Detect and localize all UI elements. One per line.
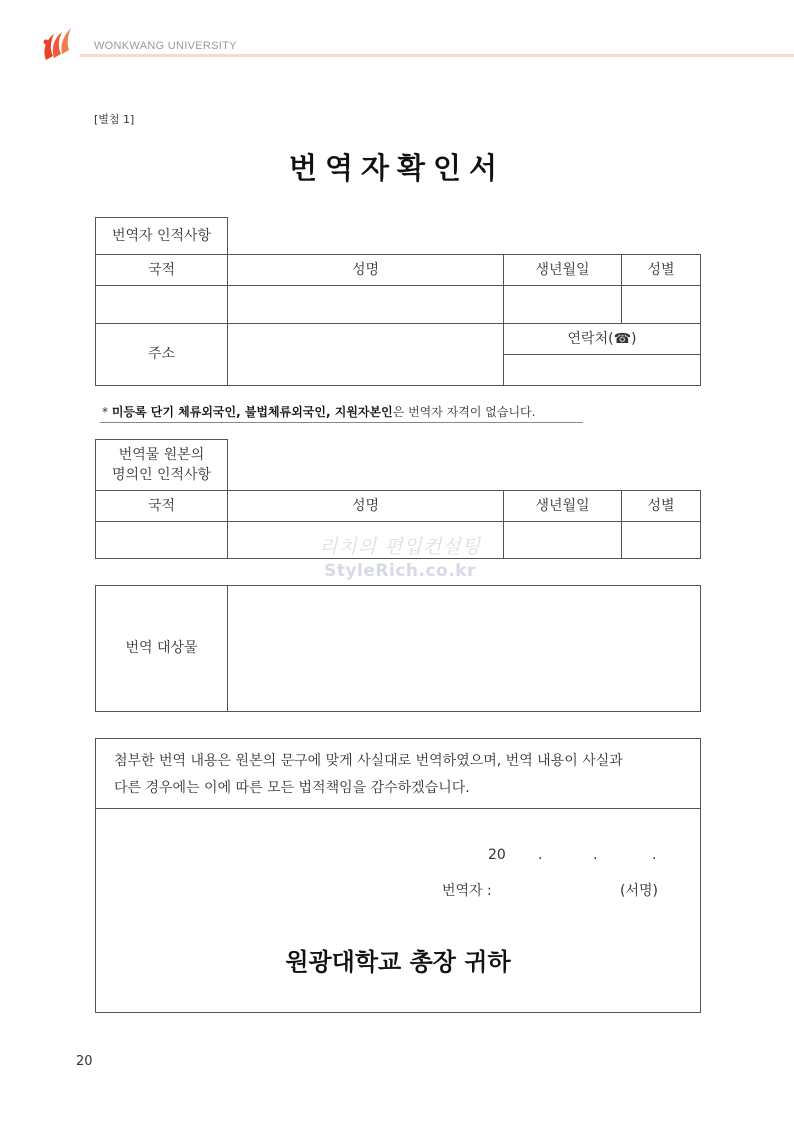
note-bold: 미등록 단기 체류외국인, 불법체류외국인, 지원자본인 <box>111 405 393 419</box>
owner-col-nationality: 국적 <box>95 490 228 522</box>
target-label: 번역 대상물 <box>95 585 228 712</box>
appendix-label: [별첨 1] <box>94 113 135 126</box>
nationality-field[interactable] <box>95 285 228 324</box>
col-nationality: 국적 <box>95 254 228 286</box>
birthdate-field[interactable] <box>503 285 622 324</box>
watermark-line2: StyleRich.co.kr <box>324 561 476 581</box>
pledge-line2: 다른 경우에는 이에 따른 모든 법적책임을 감수하겠습니다. <box>114 780 470 796</box>
owner-birthdate-field[interactable] <box>503 521 622 559</box>
eligibility-note <box>102 403 535 420</box>
owner-heading <box>95 439 228 491</box>
col-birthdate: 생년월일 <box>503 254 622 286</box>
owner-nationality-field[interactable] <box>95 521 228 559</box>
date-dot-month: . <box>593 847 598 863</box>
owner-heading-line2: 명의인 인적사항 <box>111 467 212 483</box>
name-field[interactable] <box>227 285 504 324</box>
owner-heading-line1: 번역물 원본의 <box>118 446 205 463</box>
university-name: WONKWANG UNIVERSITY <box>94 40 237 52</box>
pledge-line1: 첨부한 번역 내용은 원본의 문구에 맞게 사실대로 번역하였으며, 번역 내용이 사실과 <box>114 753 623 769</box>
contact-label: 연락처(☎) <box>503 323 701 355</box>
wonkwang-logo-icon <box>40 24 76 62</box>
col-gender: 성별 <box>621 254 701 286</box>
owner-col-name: 성명 <box>227 490 504 522</box>
page-number: 20 <box>76 1054 93 1069</box>
note-asterisk: * <box>102 405 112 419</box>
header-divider <box>80 54 794 57</box>
owner-col-birthdate: 생년월일 <box>503 490 622 522</box>
note-underline <box>100 422 583 423</box>
date-dot-day: . <box>652 847 657 863</box>
signature-label: (서명) <box>620 883 658 899</box>
owner-gender-field[interactable] <box>621 521 701 559</box>
pledge-text <box>114 748 623 802</box>
note-rest: 은 번역자 자격이 없습니다. <box>392 405 536 419</box>
watermark-line1: 리치의 편입컨설팅 <box>319 536 481 558</box>
address-label: 주소 <box>95 323 228 386</box>
translator-label: 번역자 : <box>442 883 492 899</box>
closing-line: 원광대학교 총장 귀하 <box>285 948 511 976</box>
contact-field[interactable] <box>503 354 701 386</box>
translator-heading: 번역자 인적사항 <box>95 217 228 255</box>
document-title: 번역자확인서 <box>288 151 506 185</box>
date-dot-year: . <box>538 847 543 863</box>
address-field[interactable] <box>227 323 504 386</box>
gender-field[interactable] <box>621 285 701 324</box>
watermark <box>310 532 490 581</box>
date-year: 20 <box>488 847 506 863</box>
owner-col-gender: 성별 <box>621 490 701 522</box>
col-name: 성명 <box>227 254 504 286</box>
target-field[interactable] <box>227 585 701 712</box>
pledge-divider <box>95 808 701 809</box>
